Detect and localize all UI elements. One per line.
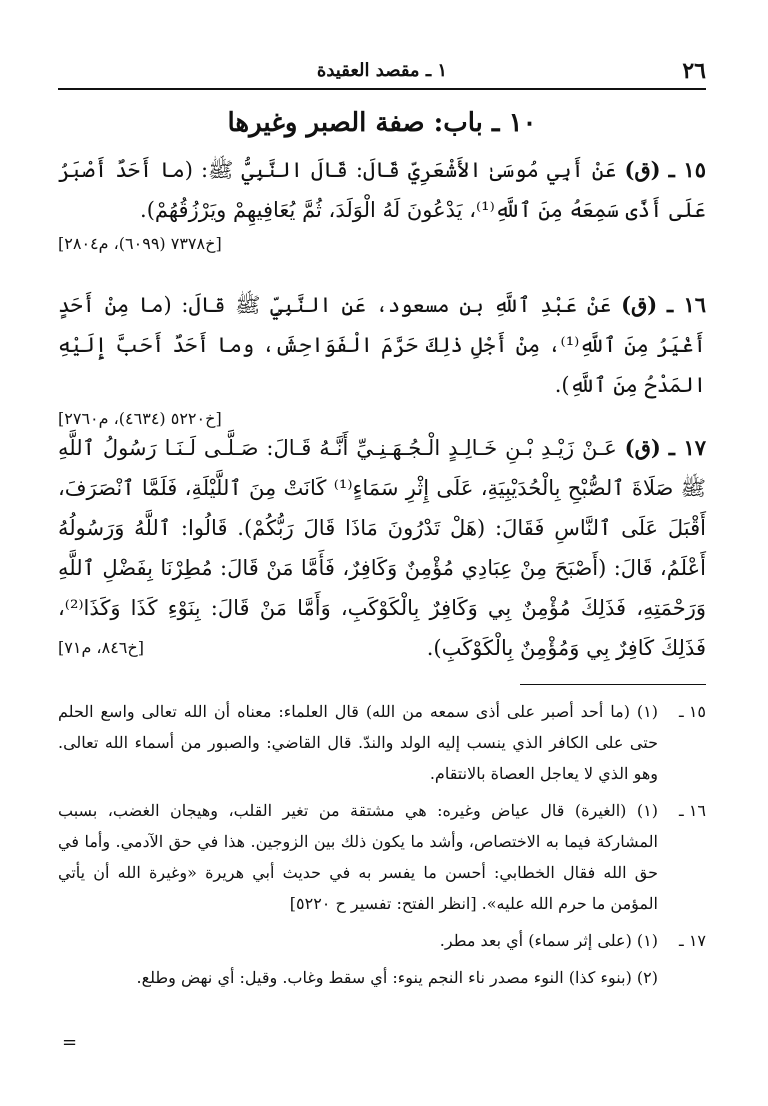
chapter-title: ١٠ ـ باب: صفة الصبر وغيرها xyxy=(227,108,537,138)
footnote-text: (١) (الغيرة) قال عياض وغيره: هي مشتقة من تغير القلب، وهيجان الغضب، بسبب المشاركة فيما به الاختصاص، وأشد ما يكون ذلك بين الزوجين. هذا في حق الآدمي. وأما في حق الله فقال الخطابي: أحسن ما يفسر به في حديث أبي هريرة «وغيرة الله أن يأتي المؤمن ما حرم الله عليه». [انظر الفتح: تفسير ح ٥٢٢٠] xyxy=(58,801,658,913)
hadith-source-mark: (ق) xyxy=(624,435,661,460)
footnotes xyxy=(58,696,706,993)
hadith-text: عَـنْ زَيْـدِ بْـنِ خَـالِـدٍ الْـجُـهَـنِـيِّ أَنَّـهُ قَـالَ: صَـلَّـى لَـنَـا رَسُولُ ٱللَّهِ ﷺ صَلَاةَ ٱلصُّبْحِ بِالْحُدَيْبِيَةِ، عَلَى إِثْرِ سَمَاءٍ⁽¹⁾ كَانَتْ مِنَ ٱللَّيْلَةِ، فَلَمَّا ٱنْصَرَفَ، أَقْبَلَ عَلَى ٱلنَّاسِ فَقَالَ: (هَلْ تَدْرُونَ مَاذَا قَالَ رَبُّكُمْ). قَالُوا: ٱللَّهُ وَرَسُولُهُ أَعْلَمُ، قَالَ: (أَصْبَحَ مِنْ عِبَادِي مُؤْمِنٌ وَكَافِرٌ، فَأَمَّا مَنْ قَالَ: مُطِرْنَا بِفَضْلِ ٱللَّهِ وَرَحْمَتِهِ، فَذَلِكَ مُؤْمِنٌ بِي وَكَافِرٌ بِالْكَوْكَبِ، وَأَمَّا مَنْ قَالَ: بِنَوْءِ كَذَا وَكَذَا⁽²⁾، فَذَلِكَ كَافِرٌ بِي وَمُؤْمِنٌ بِالْكَوْكَبِ). xyxy=(58,436,706,660)
hadith-16 xyxy=(58,285,706,433)
running-title: ١ ـ مقصد العقيدة xyxy=(316,60,448,81)
hadith-15 xyxy=(58,150,706,258)
hadith-number: ١٦ ـ xyxy=(666,292,706,317)
hadith-text: عَنْ أَبِي مُوسَىٰ الأَشْعَرِيِّ قَالَ: قَالَ النَّبِيُّ ﷺ: (ما أَحَدٌ أَصْبَرُ عَلَى أَذًى سَمِعَهُ مِنَ ٱللَّهِ⁽¹⁾، يَدْعُونَ لَهُ الْوَلَدَ، ثُمَّ يُعَافِيهِمْ ويَرْزُقُهُمْ). xyxy=(58,158,706,222)
footnote-text: (١) (ما أحد أصبر على أذى سمعه من الله) قال العلماء: معناه أن الله تعالى واسع الحلم حتى على الكافر الذي ينسب إليه الولد والندّ. قال القاضي: والصبور من أسماء الله تعالى. وهو الذي لا يعاجل العصاة بالانتقام. xyxy=(58,702,658,783)
hadith-17 xyxy=(58,428,706,668)
hadith-source-mark: (ق) xyxy=(621,292,658,317)
page-header xyxy=(58,58,706,84)
hadith-reference: [خ٧٣٧٨ (٦٠٩٩)، م٢٨٠٤] xyxy=(58,234,222,253)
footnote-number: ١٦ ـ xyxy=(679,801,706,820)
footnote-17 xyxy=(58,925,706,956)
hadith-reference: [خ٨٤٦، م٧١] xyxy=(58,638,144,657)
hadith-number: ١٥ ـ xyxy=(668,157,706,182)
footnote-17-second: (٢) (بنوء كذا) النوء مصدر ناء النجم ينوء: أي سقط وغاب. وقيل: أي نهض وطلع. xyxy=(136,968,658,987)
continuation-mark: = xyxy=(62,1032,78,1053)
footnote-rule xyxy=(520,684,706,685)
header-rule xyxy=(58,88,706,90)
hadith-reference: [خ٥٢٢٠ (٤٦٣٤)، م٢٧٦٠] xyxy=(58,409,222,428)
footnote-number: ١٥ ـ xyxy=(679,702,706,721)
footnote-number: ١٧ ـ xyxy=(679,931,706,950)
hadith-number: ١٧ ـ xyxy=(668,435,707,460)
page-number: ٢٦ xyxy=(682,58,706,84)
footnote-text: (١) (على إثر سماء) أي بعد مطر. xyxy=(439,931,658,950)
hadith-source-mark: (ق) xyxy=(624,157,661,182)
hadith-text: عَنْ عَبْدِ ٱللَّهِ بن مسعود، عَنِ النَّبِيِّ ﷺ قالَ: (ما مِنْ أَحَدٍ أَغْيَرُ مِنَ ٱللَّهِ⁽¹⁾، مِنْ أَجْلِ ذٰلِكَ حَرَّمَ الْفَوَاحِشَ، وما أَحَدٌ أَحَبَّ إِلَيْهِ المَدْحُ مِنَ ٱللَّهِ). xyxy=(58,293,706,397)
footnote-16 xyxy=(58,795,706,919)
footnote-15 xyxy=(58,696,706,789)
